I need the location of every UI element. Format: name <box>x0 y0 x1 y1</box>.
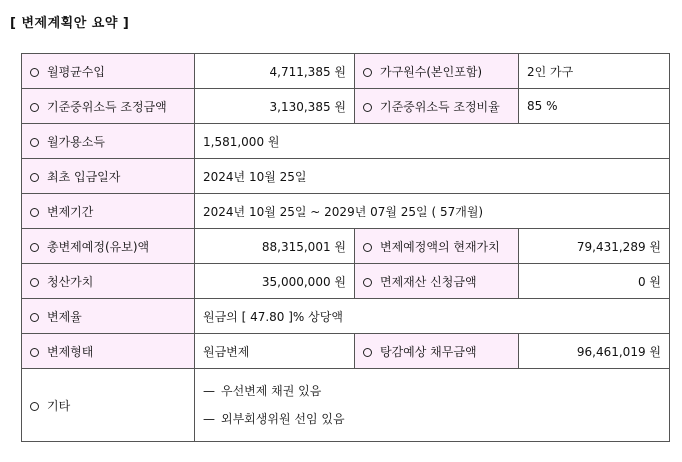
table-row <box>22 124 670 159</box>
label-cell <box>22 369 195 442</box>
circle-bullet-icon <box>30 402 39 411</box>
value-cell: 35,000,000 원 <box>195 264 355 299</box>
table-row <box>22 229 670 264</box>
value-cell <box>195 369 670 442</box>
dash-icon: — <box>203 412 215 426</box>
list-item-text: 우선변제 채권 있음 <box>221 384 322 398</box>
label-text: 청산가치 <box>47 274 94 289</box>
value-cell: 96,461,019 원 <box>519 334 670 369</box>
value-cell: 원금변제 <box>195 334 355 369</box>
circle-bullet-icon <box>30 138 39 147</box>
table-row <box>22 194 670 229</box>
table-row <box>22 299 670 334</box>
label-cell <box>22 124 195 159</box>
circle-bullet-icon <box>30 278 39 287</box>
value-cell: 0 원 <box>519 264 670 299</box>
table-row <box>22 89 670 124</box>
label-cell <box>22 229 195 264</box>
value-cell: 3,130,385 원 <box>195 89 355 124</box>
label-cell <box>22 89 195 124</box>
label-text: 변제예정액의 현재가치 <box>380 239 500 254</box>
value-cell: 1,581,000 원 <box>195 124 670 159</box>
label-cell <box>355 54 519 89</box>
circle-bullet-icon <box>30 208 39 217</box>
label-cell <box>355 334 519 369</box>
label-text: 탕감예상 채무금액 <box>380 344 477 359</box>
circle-bullet-icon <box>363 348 372 357</box>
circle-bullet-icon <box>30 313 39 322</box>
table-row <box>22 264 670 299</box>
circle-bullet-icon <box>363 68 372 77</box>
circle-bullet-icon <box>363 243 372 252</box>
list-item <box>203 377 661 405</box>
dash-icon: — <box>203 384 215 398</box>
table-row <box>22 334 670 369</box>
table-row <box>22 54 670 89</box>
list-item-text: 외부회생위원 선임 있음 <box>221 412 345 426</box>
label-cell <box>355 229 519 264</box>
label-text: 월평균수입 <box>47 64 105 79</box>
label-text: 기타 <box>47 398 71 413</box>
label-cell <box>22 54 195 89</box>
table-row <box>22 159 670 194</box>
circle-bullet-icon <box>30 173 39 182</box>
page-title: [ 변제계획안 요약 ] <box>10 16 130 31</box>
circle-bullet-icon <box>30 103 39 112</box>
value-cell: 2024년 10월 25일 ~ 2029년 07월 25일 ( 57개월) <box>195 194 670 229</box>
circle-bullet-icon <box>30 243 39 252</box>
label-text: 변제율 <box>47 309 82 324</box>
circle-bullet-icon <box>363 278 372 287</box>
value-cell: 88,315,001 원 <box>195 229 355 264</box>
label-cell <box>22 264 195 299</box>
label-text: 변제기간 <box>47 204 94 219</box>
label-text: 변제형태 <box>47 344 94 359</box>
value-cell: 79,431,289 원 <box>519 229 670 264</box>
label-text: 최초 입금일자 <box>47 169 121 184</box>
value-cell: 85 % <box>519 89 670 124</box>
list-item <box>203 405 661 433</box>
label-text: 기준중위소득 조정금액 <box>47 99 167 114</box>
label-text: 기준중위소득 조정비율 <box>380 99 500 114</box>
label-cell <box>22 299 195 334</box>
repayment-summary-table <box>21 53 670 442</box>
table-row <box>22 369 670 442</box>
circle-bullet-icon <box>30 68 39 77</box>
label-cell <box>22 159 195 194</box>
label-text: 총변제예정(유보)액 <box>47 239 150 254</box>
circle-bullet-icon <box>363 103 372 112</box>
label-cell <box>355 89 519 124</box>
value-cell: 4,711,385 원 <box>195 54 355 89</box>
label-cell <box>355 264 519 299</box>
label-text: 면제재산 신청금액 <box>380 274 477 289</box>
label-cell <box>22 334 195 369</box>
label-cell <box>22 194 195 229</box>
label-text: 가구원수(본인포함) <box>380 64 483 79</box>
value-cell: 2024년 10월 25일 <box>195 159 670 194</box>
label-text: 월가용소득 <box>47 134 105 149</box>
circle-bullet-icon <box>30 348 39 357</box>
value-cell: 원금의 [ 47.80 ]% 상당액 <box>195 299 670 334</box>
value-cell: 2인 가구 <box>519 54 670 89</box>
